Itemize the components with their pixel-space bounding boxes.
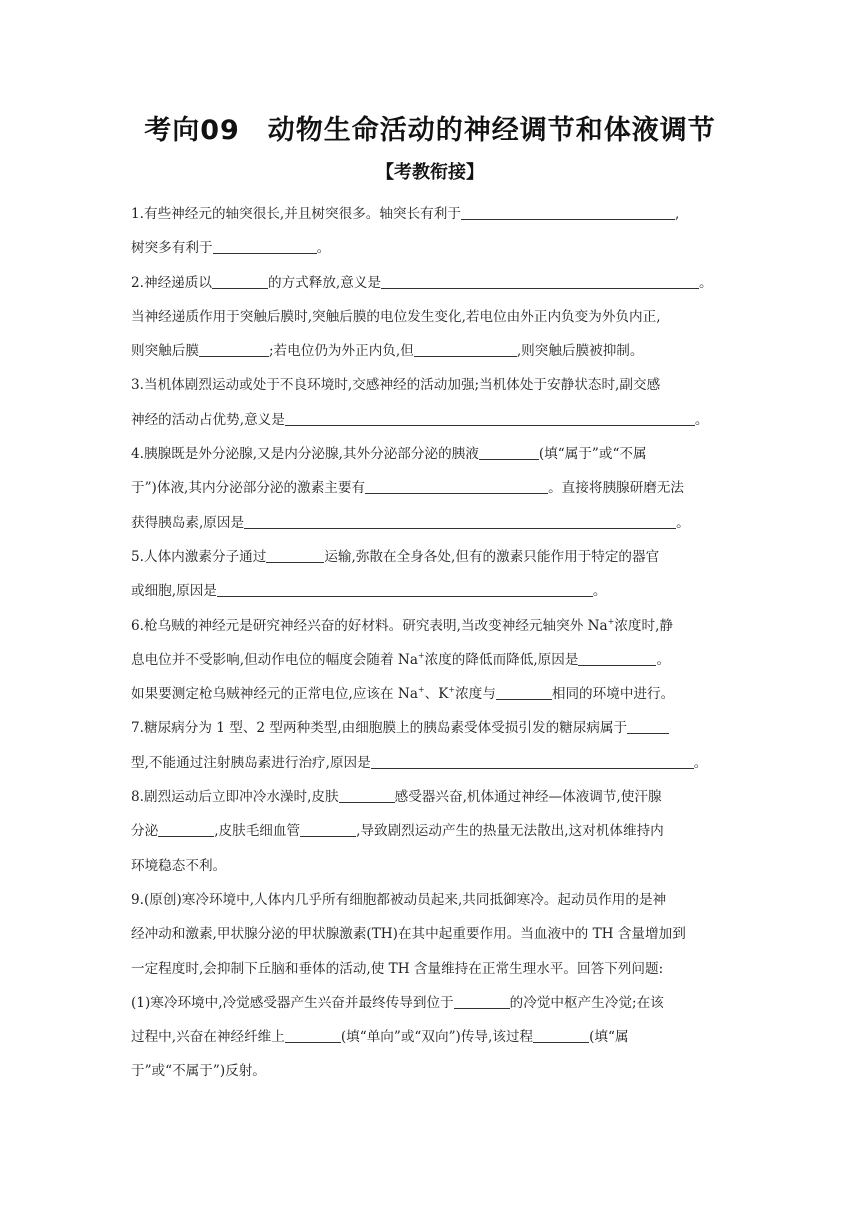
question-8-line-3: 环境稳态不利。 <box>131 857 227 874</box>
answer-blank[interactable] <box>285 411 695 426</box>
answer-blank[interactable] <box>479 445 539 460</box>
question-9-line-4: (1)寒冷环境中,冷觉感受器产生兴奋并最终传导到位于 的冷觉中枢产生冷觉;在该 <box>131 994 664 1011</box>
question-2-line-2: 当神经递质作用于突触后膜时,突触后膜的电位发生变化,若电位由外正内负变为外负内正, <box>131 308 661 325</box>
question-6-line-1: 6.枪乌贼的神经元是研究神经兴奋的好材料。研究表明,当改变神经元轴突外 Na+浓度时,静 <box>131 616 674 634</box>
answer-blank[interactable] <box>339 788 395 803</box>
question-9-line-1: 9.(原创)寒冷环境中,人体内几乎所有细胞都被动员起来,共同抵御寒冷。起动员作用的是神 <box>131 891 667 908</box>
question-4-line-2: 于”)体液,其内分泌部分泌的激素主要有 。直接将胰腺研磨无法 <box>131 480 685 497</box>
question-9-line-6: 于”或“不属于”)反射。 <box>131 1063 266 1080</box>
answer-blank[interactable] <box>212 274 268 289</box>
question-3-line-1: 3.当机体剧烈运动或处于不良环境时,交感神经的活动加强;当机体处于安静状态时,副交感 <box>131 377 661 394</box>
answer-blank[interactable] <box>578 651 656 666</box>
answer-blank[interactable] <box>461 205 675 220</box>
question-7-line-2: 型,不能通过注射胰岛素进行治疗,原因是 。 <box>131 754 708 771</box>
question-5-line-1: 5.人体内激素分子通过 运输,弥散在全身各处,但有的激素只能作用于特定的器官 <box>131 548 660 565</box>
answer-blank[interactable] <box>454 994 510 1009</box>
answer-blank[interactable] <box>158 822 214 837</box>
question-9-line-5: 过程中,兴奋在神经纤维上 (填“单向”或“双向”)传导,该过程 (填“属 <box>131 1029 629 1046</box>
question-8-line-1: 8.剧烈运动后立即冲冷水澡时,皮肤 感受器兴奋,机体通过神经—体液调节,使汗腺 <box>131 789 662 806</box>
question-9-line-3: 一定程度时,会抑制下丘脑和垂体的活动,使 TH 含量维持在正常生理水平。回答下列问题: <box>131 960 664 977</box>
question-2-line-3: 则突触后膜 ;若电位仍为外正内负,但 ,则突触后膜被抑制。 <box>131 343 644 360</box>
question-7-line-1: 7.糖尿病分为 1 型、2 型两种类型,由细胞膜上的胰岛素受体受损引发的糖尿病属于 <box>131 711 741 745</box>
answer-blank[interactable] <box>213 239 317 254</box>
answer-blank[interactable] <box>496 685 552 700</box>
answer-blank[interactable] <box>627 719 669 734</box>
section-heading: 【考教衔接】 <box>376 162 484 183</box>
answer-blank[interactable] <box>371 754 694 769</box>
question-5-line-2: 或细胞,原因是 。 <box>131 583 607 600</box>
answer-blank[interactable] <box>533 1028 589 1043</box>
question-1-line-1: 1.有些神经元的轴突很长,并且树突很多。轴突长有利于 , <box>131 206 680 222</box>
answer-blank[interactable] <box>300 822 356 837</box>
answer-blank[interactable] <box>365 479 548 494</box>
page-title: 考向09 动物生命活动的神经调节和体液调节 <box>144 115 716 146</box>
answer-blank[interactable] <box>199 342 269 357</box>
answer-blank[interactable] <box>285 1028 341 1043</box>
question-9-line-2: 经冲动和激素,甲状腺分泌的甲状腺激素(TH)在其中起重要作用。当血液中的 TH 含量增加到 <box>131 926 686 943</box>
answer-blank[interactable] <box>414 342 517 357</box>
answer-blank[interactable] <box>266 548 324 563</box>
question-2-line-1: 2.神经递质以 的方式释放,意义是 。 <box>131 274 713 291</box>
question-list <box>131 197 741 1089</box>
question-4-line-1: 4.胰腺既是外分泌腺,又是内分泌腺,其外分泌部分泌的胰液 (填“属于”或“不属 <box>131 446 647 463</box>
question-3-line-2: 神经的活动占优势,意义是 。 <box>131 411 709 428</box>
question-6-line-3: 如果要测定枪乌贼神经元的正常电位,应该在 Na+、K+浓度与 相同的环境中进行。 <box>131 685 675 703</box>
question-6-line-2: 息电位并不受影响,但动作电位的幅度会随着 Na+浓度的降低而降低,原因是 。 <box>131 650 671 668</box>
answer-blank[interactable] <box>381 274 699 289</box>
question-4-line-3: 获得胰岛素,原因是 。 <box>131 514 690 531</box>
answer-blank[interactable] <box>217 582 593 597</box>
question-1-line-2: 树突多有利于 。 <box>131 240 331 257</box>
question-8-line-2: 分泌 ,皮肤毛细血管 ,导致剧烈运动产生的热量无法散出,这对机体维持内 <box>131 823 664 840</box>
answer-blank[interactable] <box>244 514 676 529</box>
